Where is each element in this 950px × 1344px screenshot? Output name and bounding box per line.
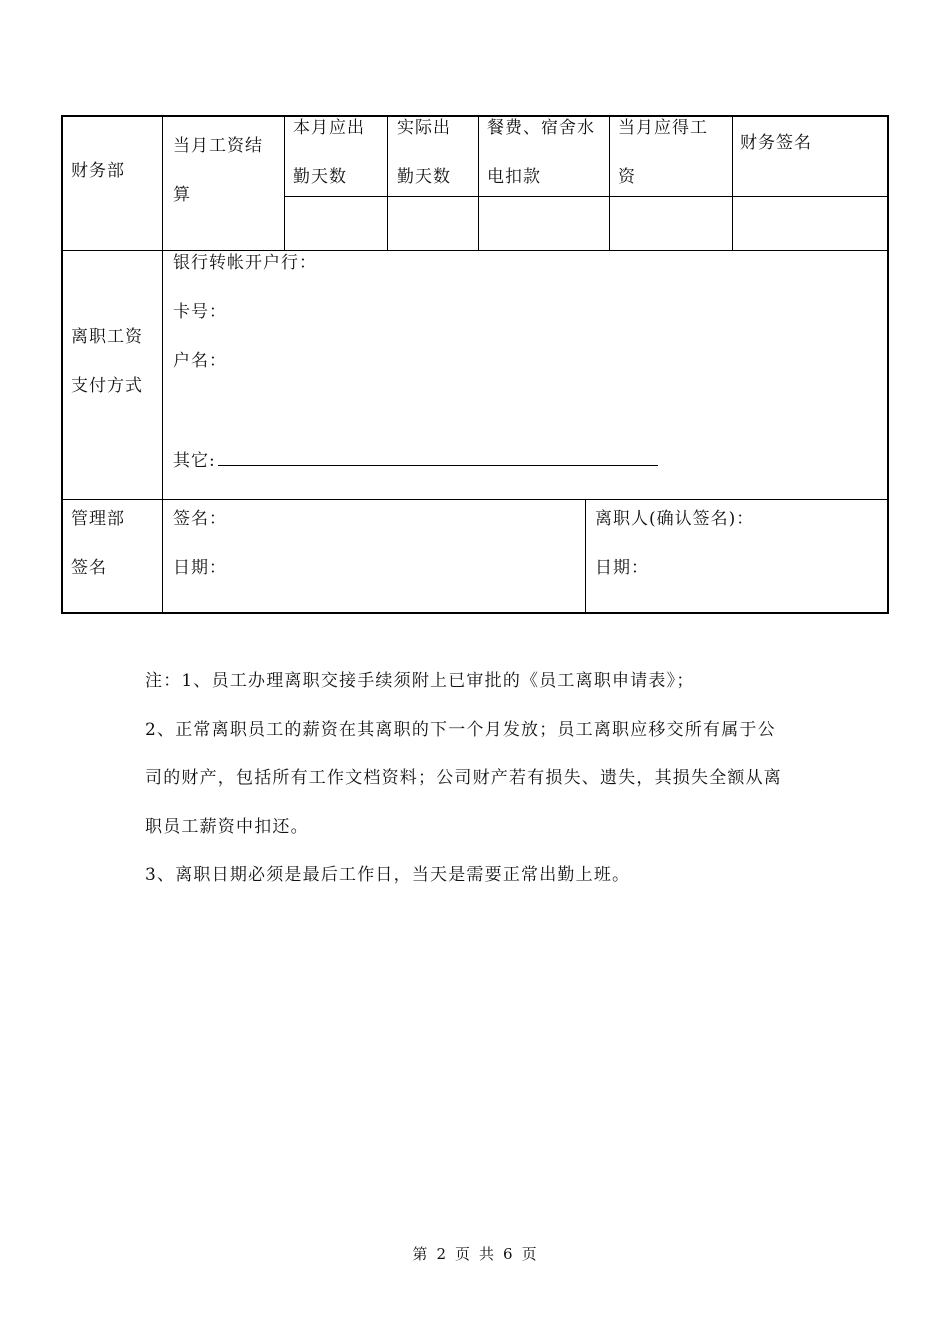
column-divider <box>585 500 586 613</box>
management-signature-label: 管理部 签名 <box>71 509 125 578</box>
required-attendance-days-header: 本月应出 勤天数 <box>293 118 365 187</box>
note-line: 2、正常离职员工的薪资在其离职的下一个月发放；员工离职应移交所有属于公 <box>145 719 776 740</box>
total-pages-number: 6 <box>503 1245 514 1263</box>
total-prefix: 共 <box>479 1245 496 1263</box>
page-word: 页 <box>454 1245 471 1263</box>
payment-method-label: 离职工资 支付方式 <box>71 327 143 396</box>
column-divider <box>284 116 285 250</box>
other-fill-line <box>218 443 658 466</box>
management-date-label: 日期： <box>173 558 227 578</box>
meal-dorm-deduction-header: 餐费、宿舍水 电扣款 <box>487 118 595 187</box>
note-line: 职员工薪资中扣还。 <box>145 816 309 837</box>
notes-section <box>145 657 825 900</box>
monthly-salary-due-header: 当月应得工 资 <box>618 118 708 187</box>
actual-attendance-days-header: 实际出 勤天数 <box>397 118 451 187</box>
note-line: 注：1、员工办理离职交接手续须附上已审批的《员工离职申请表》； <box>145 671 695 691</box>
column-divider <box>387 116 388 250</box>
management-sign-label: 签名： <box>173 509 227 529</box>
current-page-number: 2 <box>436 1245 447 1263</box>
bank-field-label: 银行转帐开户行： <box>173 253 317 273</box>
card-number-label: 卡号： <box>173 302 227 322</box>
column-divider <box>732 116 733 250</box>
other-label: 其它: <box>173 451 216 471</box>
column-divider <box>162 116 163 613</box>
column-divider <box>478 116 479 250</box>
finance-signature-header: 财务签名 <box>740 133 812 153</box>
other-payment-field <box>173 437 658 486</box>
salary-settlement-label: 当月工资结 算 <box>173 136 263 205</box>
total-suffix: 页 <box>521 1245 538 1263</box>
leaver-date-label: 日期： <box>595 558 649 578</box>
column-divider <box>609 116 610 250</box>
leaver-sign-label: 离职人(确认签名)： <box>595 509 755 529</box>
finance-dept-label: 财务部 <box>71 161 125 181</box>
account-name-label: 户名： <box>173 351 227 371</box>
page-footer <box>0 1243 950 1264</box>
note-line: 司的财产，包括所有工作文档资料；公司财产若有损失、遗失，其损失全额从离 <box>145 768 782 788</box>
page-prefix: 第 <box>412 1245 429 1263</box>
note-line: 3、离职日期必须是最后工作日，当天是需要正常出勤上班。 <box>145 865 631 885</box>
